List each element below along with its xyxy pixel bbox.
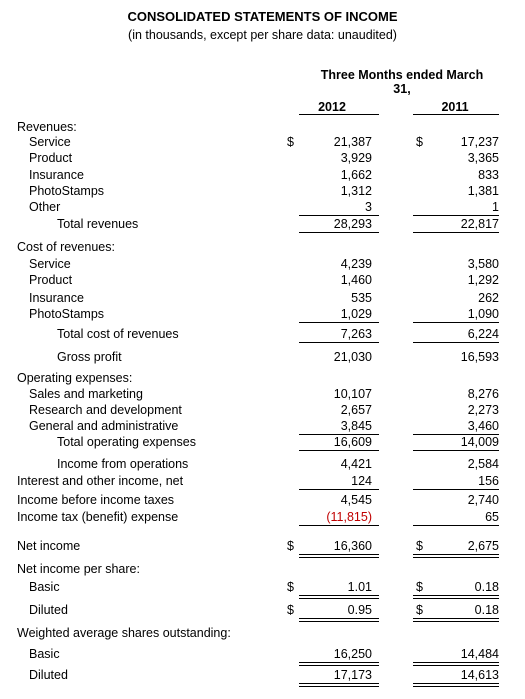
underline-rule bbox=[413, 662, 499, 663]
value-2011: 8,276 bbox=[467, 387, 499, 401]
value-2012: 7,263 bbox=[340, 327, 372, 341]
underline-rule bbox=[299, 557, 379, 558]
table-row bbox=[0, 456, 525, 472]
currency-symbol: $ bbox=[287, 539, 294, 553]
underline-rule bbox=[299, 489, 379, 490]
row-label: Gross profit bbox=[57, 350, 122, 364]
row-label: Other bbox=[29, 200, 61, 214]
row-label: Total revenues bbox=[57, 217, 139, 231]
table-row bbox=[0, 667, 525, 683]
value-2012: 3 bbox=[365, 200, 372, 214]
underline-rule bbox=[413, 595, 499, 596]
row-label: Net income per share: bbox=[17, 562, 140, 576]
value-2011: 833 bbox=[478, 168, 499, 182]
value-2011: 6,224 bbox=[467, 327, 499, 341]
currency-symbol: $ bbox=[416, 603, 423, 617]
row-label: Product bbox=[29, 151, 73, 165]
underline-rule bbox=[299, 450, 379, 451]
value-2011: 3,580 bbox=[467, 257, 499, 271]
table-row bbox=[0, 326, 525, 342]
value-2012: 16,609 bbox=[333, 435, 372, 449]
underline-rule bbox=[413, 598, 499, 599]
table-row bbox=[0, 119, 525, 135]
table-row bbox=[0, 349, 525, 365]
value-2011: 22,817 bbox=[460, 217, 499, 231]
value-2011: 156 bbox=[478, 474, 499, 488]
underline-rule bbox=[413, 450, 499, 451]
currency-symbol: $ bbox=[287, 603, 294, 617]
value-2011: 14,613 bbox=[460, 668, 499, 682]
value-2012: 17,173 bbox=[333, 668, 372, 682]
table-row bbox=[0, 418, 525, 434]
value-2012: 4,545 bbox=[340, 493, 372, 507]
row-label: Sales and marketing bbox=[29, 387, 143, 401]
underline-rule bbox=[413, 489, 499, 490]
value-2012: 1,029 bbox=[340, 307, 372, 321]
value-2012: 2,657 bbox=[340, 403, 372, 417]
value-2012: 1,460 bbox=[340, 273, 372, 287]
row-label: Total cost of revenues bbox=[57, 327, 179, 341]
underline-rule bbox=[299, 554, 379, 555]
underline-rule bbox=[413, 683, 499, 684]
table-row bbox=[0, 386, 525, 402]
underline-rule bbox=[299, 595, 379, 596]
year-header-2011: 2011 bbox=[441, 100, 469, 114]
table-row bbox=[0, 538, 525, 554]
table-row bbox=[0, 561, 525, 577]
table-row bbox=[0, 370, 525, 386]
value-2012: 28,293 bbox=[333, 217, 372, 231]
value-2012: 16,360 bbox=[333, 539, 372, 553]
table-row bbox=[0, 402, 525, 418]
underline-rule bbox=[299, 342, 379, 343]
table-row bbox=[0, 306, 525, 322]
row-label: Income before income taxes bbox=[17, 493, 175, 507]
underline-rule bbox=[299, 665, 379, 666]
currency-symbol: $ bbox=[416, 539, 423, 553]
value-2012: 3,845 bbox=[340, 419, 372, 433]
statement-title: CONSOLIDATED STATEMENTS OF INCOME bbox=[127, 9, 398, 24]
row-label: Service bbox=[29, 135, 71, 149]
row-label: Weighted average shares outstanding: bbox=[17, 626, 231, 640]
table-row bbox=[0, 150, 525, 166]
table-row bbox=[0, 167, 525, 183]
row-label: Interest and other income, net bbox=[17, 474, 184, 488]
underline-rule bbox=[413, 322, 499, 323]
underline-rule bbox=[413, 618, 499, 619]
row-label: General and administrative bbox=[29, 419, 179, 433]
table-row bbox=[0, 290, 525, 306]
underline-rule bbox=[413, 621, 499, 622]
value-2011: 2,584 bbox=[467, 457, 499, 471]
value-2012: 16,250 bbox=[333, 647, 372, 661]
value-2012: 1,662 bbox=[340, 168, 372, 182]
underline-rule bbox=[413, 342, 499, 343]
table-row bbox=[0, 646, 525, 662]
table-row bbox=[0, 256, 525, 272]
currency-symbol: $ bbox=[287, 135, 294, 149]
table-row bbox=[0, 183, 525, 199]
value-2011: 14,484 bbox=[460, 647, 499, 661]
underline-rule bbox=[413, 525, 499, 526]
value-2012: 4,421 bbox=[340, 457, 372, 471]
table-row bbox=[0, 434, 525, 450]
value-2011: 0.18 bbox=[474, 603, 499, 617]
value-2011: 262 bbox=[478, 291, 499, 305]
value-2012: 4,239 bbox=[340, 257, 372, 271]
row-label: Product bbox=[29, 273, 73, 287]
row-label: PhotoStamps bbox=[29, 307, 105, 321]
value-2011: 3,460 bbox=[467, 419, 499, 433]
value-2011: 17,237 bbox=[460, 135, 499, 149]
value-2012: 3,929 bbox=[340, 151, 372, 165]
value-2012: 10,107 bbox=[333, 387, 372, 401]
value-2012: 1,312 bbox=[340, 184, 372, 198]
table-row bbox=[0, 272, 525, 288]
table-row bbox=[0, 509, 525, 525]
underline-rule bbox=[299, 232, 379, 233]
underline-rule bbox=[413, 686, 499, 687]
row-label: Diluted bbox=[29, 668, 68, 682]
table-row bbox=[0, 492, 525, 508]
underline-rule bbox=[299, 686, 379, 687]
value-2012: 0.95 bbox=[347, 603, 372, 617]
underline-rule bbox=[299, 322, 379, 323]
row-label: PhotoStamps bbox=[29, 184, 105, 198]
row-label: Net income bbox=[17, 539, 81, 553]
row-label: Research and development bbox=[29, 403, 182, 417]
table-row bbox=[0, 216, 525, 232]
value-2012: 124 bbox=[351, 474, 372, 488]
period-header: Three Months ended March 31, bbox=[320, 68, 484, 96]
underline-rule bbox=[413, 665, 499, 666]
value-2011: 1 bbox=[492, 200, 499, 214]
value-2012: 535 bbox=[351, 291, 372, 305]
value-2011: 1,381 bbox=[467, 184, 499, 198]
row-label: Basic bbox=[29, 647, 60, 661]
value-2011: 16,593 bbox=[460, 350, 499, 364]
table-row bbox=[0, 239, 525, 255]
value-2012: 21,030 bbox=[333, 350, 372, 364]
row-label: Basic bbox=[29, 580, 60, 594]
row-label: Diluted bbox=[29, 603, 68, 617]
year-header-2012: 2012 bbox=[318, 100, 346, 114]
table-row bbox=[0, 473, 525, 489]
table-row bbox=[0, 579, 525, 595]
row-label: Service bbox=[29, 257, 71, 271]
table-row bbox=[0, 602, 525, 618]
row-label: Revenues: bbox=[17, 120, 77, 134]
value-2012: 21,387 bbox=[333, 135, 372, 149]
value-2011: 14,009 bbox=[460, 435, 499, 449]
row-label: Cost of revenues: bbox=[17, 240, 115, 254]
table-row bbox=[0, 199, 525, 215]
underline-rule bbox=[299, 618, 379, 619]
currency-symbol: $ bbox=[287, 580, 294, 594]
underline-rule bbox=[413, 232, 499, 233]
row-label: Insurance bbox=[29, 168, 84, 182]
value-2011: 3,365 bbox=[467, 151, 499, 165]
value-2011: 1,090 bbox=[467, 307, 499, 321]
currency-symbol: $ bbox=[416, 135, 423, 149]
value-2011: 2,740 bbox=[467, 493, 499, 507]
value-2011: 2,675 bbox=[467, 539, 499, 553]
value-2011: 0.18 bbox=[474, 580, 499, 594]
value-2011: 2,273 bbox=[467, 403, 499, 417]
row-label: Total operating expenses bbox=[57, 435, 196, 449]
underline-rule bbox=[413, 557, 499, 558]
statement-subtitle: (in thousands, except per share data: unaudited) bbox=[128, 28, 397, 42]
row-label: Operating expenses: bbox=[17, 371, 133, 385]
value-2011: 1,292 bbox=[467, 273, 499, 287]
underline-rule bbox=[299, 621, 379, 622]
row-label: Income from operations bbox=[57, 457, 189, 471]
underline-rule bbox=[299, 662, 379, 663]
currency-symbol: $ bbox=[416, 580, 423, 594]
value-2012: 1.01 bbox=[347, 580, 372, 594]
value-2012: (11,815) bbox=[326, 510, 372, 524]
table-row bbox=[0, 625, 525, 641]
value-2011: 65 bbox=[485, 510, 499, 524]
underline-rule bbox=[299, 683, 379, 684]
underline-rule bbox=[299, 598, 379, 599]
underline-rule bbox=[413, 554, 499, 555]
table-row bbox=[0, 134, 525, 150]
row-label: Insurance bbox=[29, 291, 84, 305]
underline-rule bbox=[299, 525, 379, 526]
row-label: Income tax (benefit) expense bbox=[17, 510, 179, 524]
